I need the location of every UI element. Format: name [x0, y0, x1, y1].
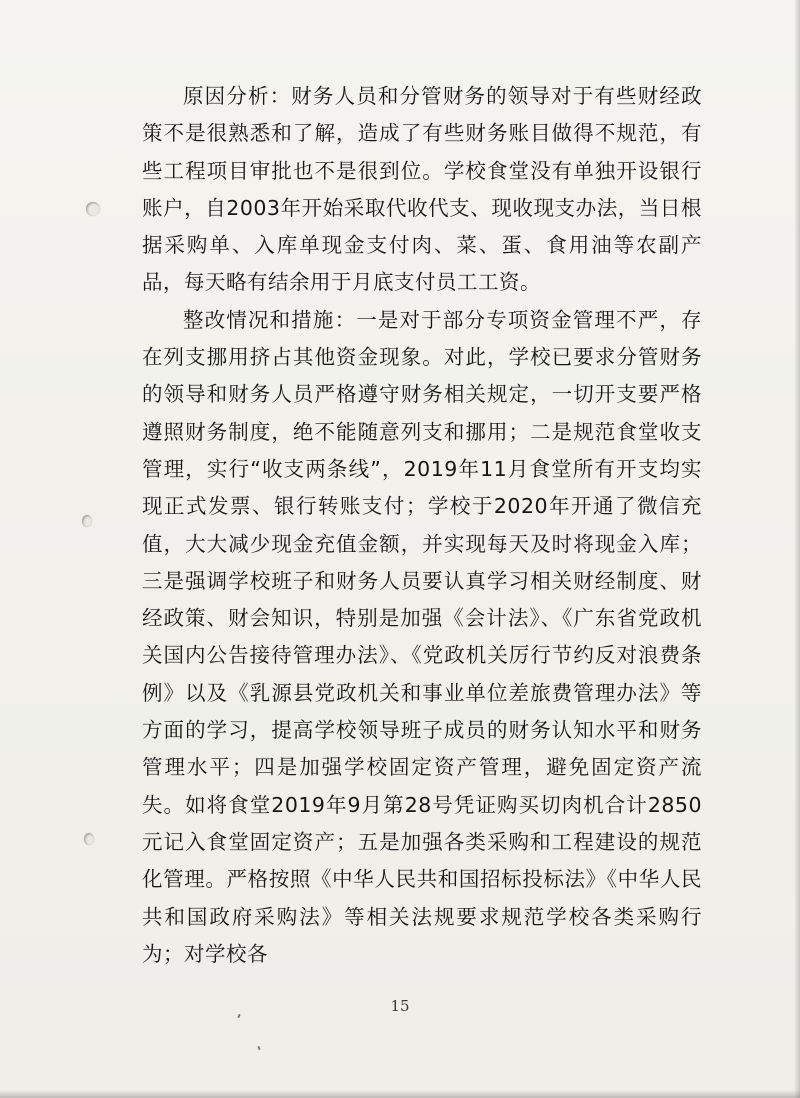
punch-hole-top: [86, 202, 100, 216]
paragraph-rectification-measures: 整改情况和措施：一是对于部分专项资金管理不严，存在列支挪用挤占其他资金现象。对此，学校已要求分管财务的领导和财务人员严格遵守财务相关规定，一切开支要严格遵照财务制度，绝不能随意列支和挪用；二是规范食堂收支管理，实行“收支两条线”，2019年11月食堂所有开支均实现正式发票、银行转账支付；学校于2020年开通了微信充值，大大减少现金充值金额，并实现每天及时将现金入库；三是强调学校班子和财务人员要认真学习相关财经制度、财经政策、财会知识，特别是加强《会计法》、《广东省党政机关国内公告接待管理办法》、《党政机关厉行节约反对浪费条例》以及《乳源县党政机关和事业单位差旅费管理办法》等方面的学习，提高学校领导班子成员的财务认知水平和财务管理水平；四是加强学校固定资产管理，避免固定资产流失。如将食堂2019年9月第28号凭证购买切肉机合计2850元记入食堂固定资产；五是加强各类采购和工程建设的规范化管理。严格按照《中华人民共和国招标投标法》《中华人民共和国政府采购法》等相关法规要求规范学校各类采购行为；对学校各: [142, 307, 702, 966]
page-edge-shadow-bottom: [0, 1090, 800, 1098]
page-edge-shadow-right: [794, 0, 800, 1098]
scan-speck: [237, 1014, 241, 1018]
punch-hole-middle: [82, 515, 92, 527]
page-number: 15: [390, 997, 410, 1015]
scan-speck: [257, 1046, 260, 1050]
punch-hole-bottom: [84, 833, 94, 845]
body-text: [142, 78, 702, 973]
paragraph-cause-analysis: 原因分析：财务人员和分管财务的领导对于有些财经政策不是很熟悉和了解，造成了有些财务账目做得不规范，有些工程项目审批也不是很到位。学校食堂没有单独开设银行账户，自2003年开始采取代收代支、现收现支办法，当日根据采购单、入库单现金支付肉、菜、蛋、食用油等农副产品，每天略有结余用于月底支付员工工资。: [142, 84, 702, 295]
